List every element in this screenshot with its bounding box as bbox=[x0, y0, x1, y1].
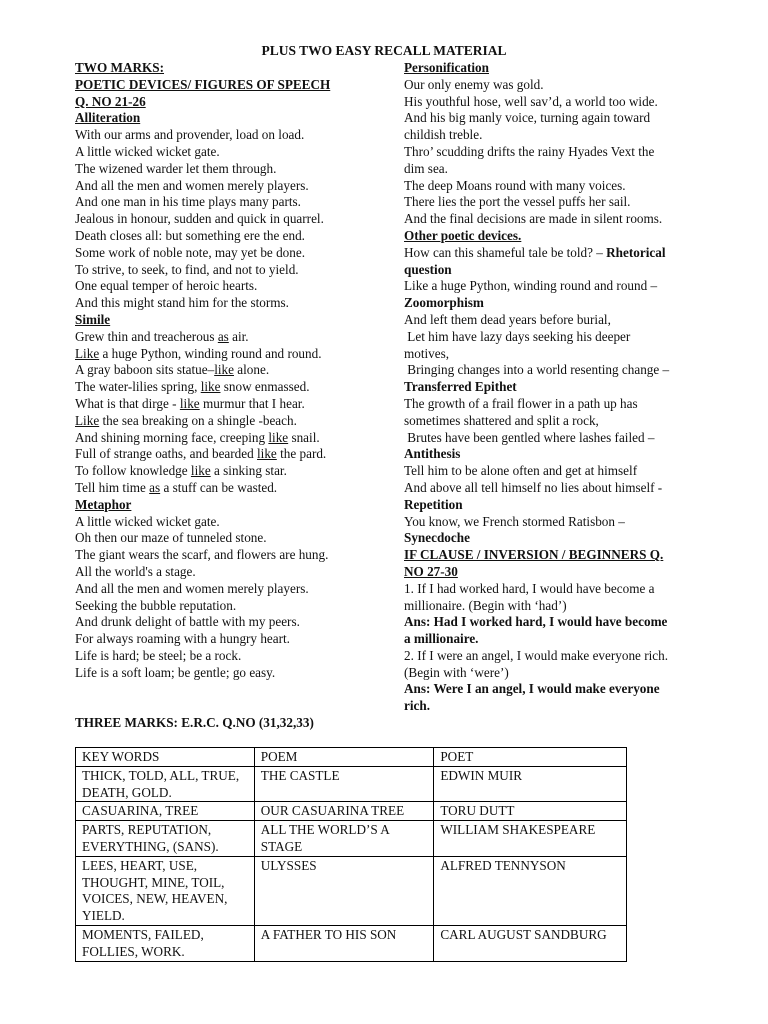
table-cell: CASUARINA, TREE bbox=[76, 802, 255, 821]
right-column bbox=[404, 60, 704, 715]
answer: Ans: Had I worked hard, I would have become bbox=[404, 614, 668, 630]
simile-list bbox=[75, 329, 375, 497]
list-item: Tell him time as a stuff can be wasted. bbox=[75, 479, 278, 495]
table-cell: EDWIN MUIR bbox=[434, 766, 627, 802]
list-item: You know, we French stormed Ratisbon – bbox=[404, 513, 625, 529]
poetic-devices-heading: POETIC DEVICES/ FIGURES OF SPEECH bbox=[75, 76, 331, 92]
list-item: A little wicked wicket gate. bbox=[75, 513, 220, 529]
column-header-poem: POEM bbox=[254, 748, 434, 767]
device-label: Repetition bbox=[404, 496, 463, 512]
metaphor-heading: Metaphor bbox=[75, 496, 132, 512]
list-item: And this might stand him for the storms. bbox=[75, 295, 289, 311]
if-clause-heading-2: NO 27-30 bbox=[404, 563, 458, 579]
list-item: With our arms and provender, load on load. bbox=[75, 127, 305, 143]
list-item: Like a huge Python, winding round and round – bbox=[404, 278, 658, 294]
left-column bbox=[75, 60, 375, 681]
table-cell: PARTS, REPUTATION, EVERYTHING, (SANS). bbox=[76, 821, 255, 857]
device-label: Antithesis bbox=[404, 446, 461, 462]
if-clause-heading: IF CLAUSE / INVERSION / BEGINNERS Q. bbox=[404, 547, 664, 563]
list-item: To strive, to seek, to find, and not to yield. bbox=[75, 261, 299, 277]
column-header-poet: POET bbox=[434, 748, 627, 767]
document-title: PLUS TWO EASY RECALL MATERIAL bbox=[261, 43, 507, 58]
list-item: dim sea. bbox=[404, 160, 448, 176]
table-header-row bbox=[76, 748, 627, 767]
list-item: And the final decisions are made in silent rooms. bbox=[404, 211, 663, 227]
list-item: And all the men and women merely players. bbox=[75, 177, 309, 193]
device-label: question bbox=[404, 261, 452, 277]
poem-table bbox=[75, 747, 627, 962]
list-item: And drunk delight of battle with my peers. bbox=[75, 614, 300, 630]
list-item: And above all tell himself no lies about himself - bbox=[404, 479, 663, 495]
table-cell: ULYSSES bbox=[254, 856, 434, 925]
list-item: Tell him to be alone often and get at himself bbox=[404, 463, 638, 479]
list-item: Grew thin and treacherous as air. bbox=[75, 328, 249, 344]
table-row bbox=[76, 821, 627, 857]
list-item: How can this shameful tale be told? – Rhetorical bbox=[404, 244, 666, 260]
list-item: Jealous in honour, sudden and quick in quarrel. bbox=[75, 211, 324, 227]
list-item: The water-lilies spring, like snow enmassed. bbox=[75, 379, 310, 395]
list-item: Bringing changes into a world resenting change – bbox=[404, 362, 670, 378]
list-item: To follow knowledge like a sinking star. bbox=[75, 463, 287, 479]
list-item: There lies the port the vessel puffs her sail. bbox=[404, 194, 631, 210]
answer: a millionaire. bbox=[404, 631, 479, 647]
table-cell: ALL THE WORLD’S A STAGE bbox=[254, 821, 434, 857]
table-cell: THE CASTLE bbox=[254, 766, 434, 802]
table-cell: A FATHER TO HIS SON bbox=[254, 925, 434, 961]
question: (Begin with ‘were’) bbox=[404, 664, 509, 680]
table-row bbox=[76, 766, 627, 802]
list-item: The wizened warder let them through. bbox=[75, 160, 277, 176]
three-marks-heading: THREE MARKS: E.R.C. Q.NO (31,32,33) bbox=[75, 715, 314, 730]
list-item: One equal temper of heroic hearts. bbox=[75, 278, 258, 294]
table-cell: ALFRED TENNYSON bbox=[434, 856, 627, 925]
list-item: Oh then our maze of tunneled stone. bbox=[75, 530, 267, 546]
list-item: And left them dead years before burial, bbox=[404, 311, 611, 327]
list-item: Life is hard; be steel; be a rock. bbox=[75, 647, 242, 663]
list-item: The growth of a frail flower in a path up has bbox=[404, 395, 638, 411]
question: 1. If I had worked hard, I would have become a bbox=[404, 580, 655, 596]
list-item: And all the men and women merely players. bbox=[75, 580, 309, 596]
list-item: And his big manly voice, turning again toward bbox=[404, 110, 651, 126]
list-item: Some work of noble note, may yet be done. bbox=[75, 244, 305, 260]
personification-list bbox=[404, 77, 704, 228]
list-item: And one man in his time plays many parts. bbox=[75, 194, 301, 210]
device-label: Synecdoche bbox=[404, 530, 470, 546]
list-item: Like a huge Python, winding round and round. bbox=[75, 345, 322, 361]
list-item: childish treble. bbox=[404, 127, 483, 143]
table-cell: THICK, TOLD, ALL, TRUE, DEATH, GOLD. bbox=[76, 766, 255, 802]
personification-heading: Personification bbox=[404, 60, 489, 75]
list-item: Seeking the bubble reputation. bbox=[75, 597, 237, 613]
table-cell: OUR CASUARINA TREE bbox=[254, 802, 434, 821]
alliteration-heading: Alliteration bbox=[75, 110, 141, 126]
table-cell: TORU DUTT bbox=[434, 802, 627, 821]
two-marks-heading: TWO MARKS: bbox=[75, 60, 165, 75]
list-item: Like the sea breaking on a shingle -beach. bbox=[75, 412, 297, 428]
table-row bbox=[76, 856, 627, 925]
table-row bbox=[76, 802, 627, 821]
alliteration-list bbox=[75, 127, 375, 312]
table-cell: WILLIAM SHAKESPEARE bbox=[434, 821, 627, 857]
list-item: motives, bbox=[404, 345, 450, 361]
table-cell: LEES, HEART, USE, THOUGHT, MINE, TOIL, VOICES, NEW, HEAVEN, YIELD. bbox=[76, 856, 255, 925]
list-item: Brutes have been gentled where lashes failed – bbox=[404, 429, 655, 445]
list-item: And shining morning face, creeping like snail. bbox=[75, 429, 320, 445]
other-devices-heading: Other poetic devices. bbox=[404, 227, 522, 243]
table-cell: CARL AUGUST SANDBURG bbox=[434, 925, 627, 961]
list-item: Our only enemy was gold. bbox=[404, 76, 544, 92]
list-item: A little wicked wicket gate. bbox=[75, 143, 220, 159]
question: 2. If I were an angel, I would make everyone rich. bbox=[404, 647, 669, 663]
list-item: Thro’ scudding drifts the rainy Hyades Vext the bbox=[404, 143, 655, 159]
list-item: Full of strange oaths, and bearded like the pard. bbox=[75, 446, 327, 462]
question-number: Q. NO 21-26 bbox=[75, 93, 146, 109]
list-item: For always roaming with a hungry heart. bbox=[75, 631, 290, 647]
table-cell: MOMENTS, FAILED, FOLLIES, WORK. bbox=[76, 925, 255, 961]
list-item: His youthful hose, well sav’d, a world too wide. bbox=[404, 93, 658, 109]
table-row bbox=[76, 925, 627, 961]
list-item: Death closes all: but something ere the end. bbox=[75, 227, 305, 243]
list-item: sometimes shattered and split a rock, bbox=[404, 412, 599, 428]
answer: Ans: Were I an angel, I would make everyone bbox=[404, 681, 660, 697]
column-header-key-words: KEY WORDS bbox=[76, 748, 255, 767]
metaphor-list bbox=[75, 514, 375, 682]
list-item: What is that dirge - like murmur that I hear. bbox=[75, 395, 305, 411]
list-item: The deep Moans round with many voices. bbox=[404, 177, 626, 193]
device-label: Transferred Epithet bbox=[404, 379, 517, 395]
list-item: Let him have lazy days seeking his deeper bbox=[404, 328, 631, 344]
list-item: All the world's a stage. bbox=[75, 563, 196, 579]
list-item: The giant wears the scarf, and flowers are hung. bbox=[75, 547, 329, 563]
list-item: Life is a soft loam; be gentle; go easy. bbox=[75, 664, 276, 680]
question: millionaire. (Begin with ‘had’) bbox=[404, 597, 567, 613]
list-item: A gray baboon sits statue–like alone. bbox=[75, 362, 270, 378]
simile-heading: Simile bbox=[75, 311, 111, 327]
device-label: Zoomorphism bbox=[404, 295, 484, 311]
answer: rich. bbox=[404, 698, 431, 714]
